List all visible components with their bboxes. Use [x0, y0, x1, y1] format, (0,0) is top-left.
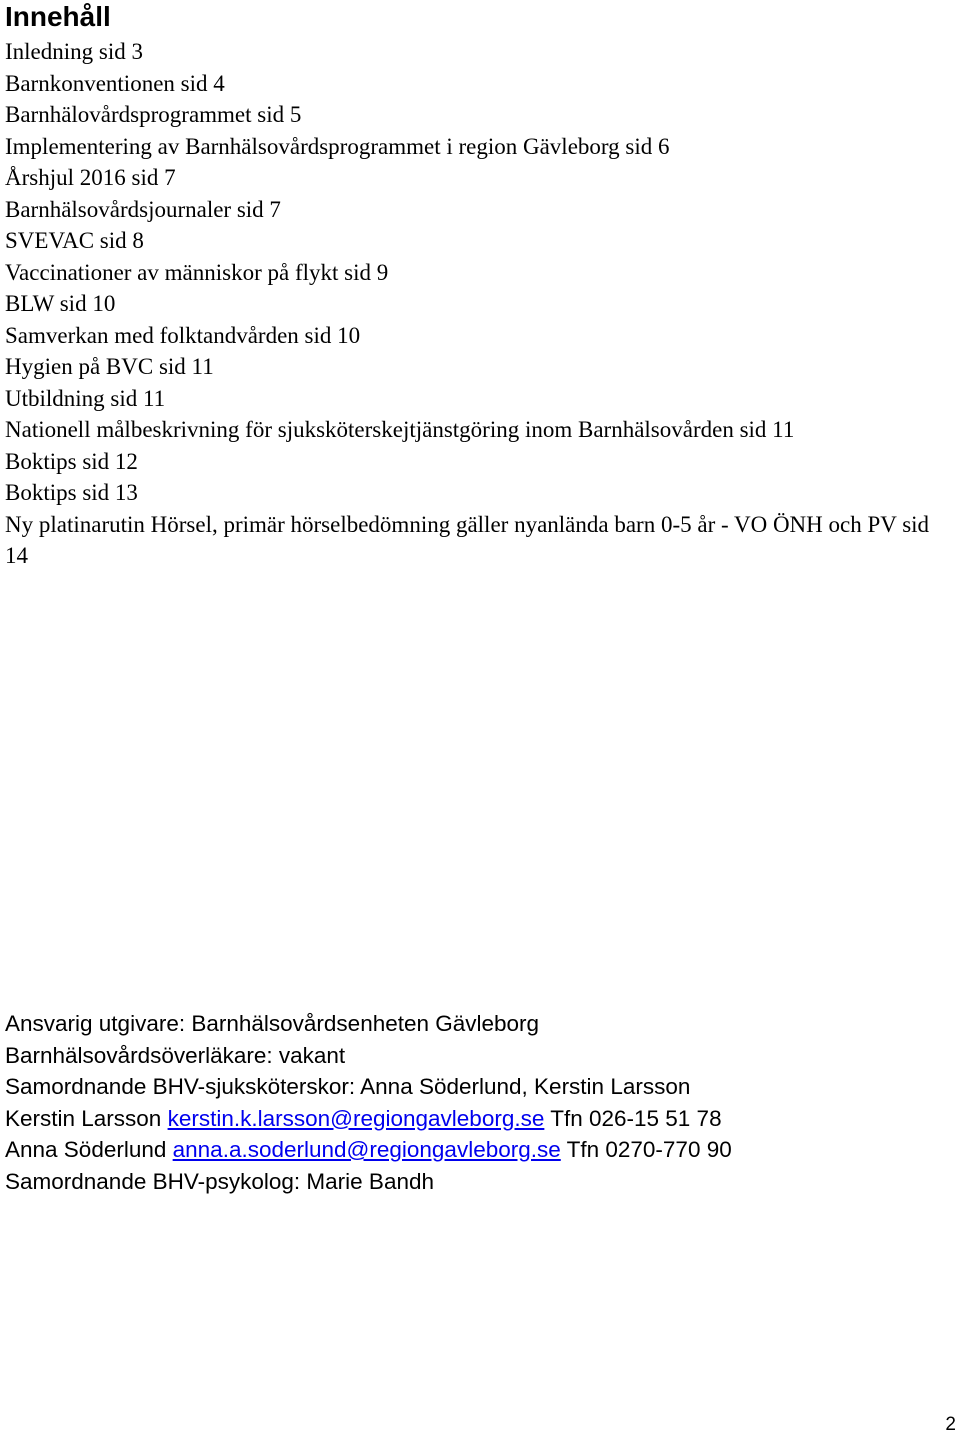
publication-info — [5, 1008, 955, 1197]
toc-item-nationell-malbeskrivning: Nationell målbeskrivning för sjuksköterskejtjänstgöring inom Barnhälsovården sid 11 — [5, 417, 795, 442]
toc-item-boktips-12: Boktips sid 12 — [5, 448, 138, 474]
toc-item-arshjul: Årshjul 2016 sid 7 — [5, 165, 176, 190]
toc-item-journaler: Barnhälsovårdsjournaler sid 7 — [5, 196, 281, 222]
coordinating-nurses-line: Samordnande BHV-sjuksköterskor: Anna Söderlund, Kerstin Larsson — [5, 1074, 691, 1099]
contact-anna-soderlund — [5, 1134, 955, 1166]
page-title: Innehåll — [5, 1, 111, 32]
toc-item-vaccinationer: Vaccinationer av människor på flykt sid 9 — [5, 259, 389, 285]
toc-item-hygien: Hygien på BVC sid 11 — [5, 354, 214, 379]
toc-item-barnkonventionen: Barnkonventionen sid 4 — [5, 70, 225, 96]
email-link-anna[interactable]: anna.a.soderlund@regiongavleborg.se — [172, 1137, 561, 1162]
table-of-contents — [5, 36, 955, 572]
chief-physician-line: Barnhälsovårdsöverläkare: vakant — [5, 1042, 346, 1068]
toc-item-svevac: SVEVAC sid 8 — [5, 228, 144, 253]
toc-item-barnhalsovardsprogrammet: Barnhälovårdsprogrammet sid 5 — [5, 102, 302, 127]
toc-item-blw: BLW sid 10 — [5, 291, 116, 316]
contact-name: Anna Söderlund — [5, 1137, 173, 1162]
toc-item-utbildning: Utbildning sid 11 — [5, 385, 166, 411]
contact-phone: Tfn 026-15 51 78 — [544, 1105, 722, 1131]
contact-phone: Tfn 0270-770 90 — [560, 1137, 732, 1162]
publisher-line: Ansvarig utgivare: Barnhälsovårdsenheten Gävleborg — [5, 1011, 540, 1036]
psychologist-line: Samordnande BHV-psykolog: Marie Bandh — [5, 1168, 434, 1194]
page-number: 2 — [945, 1414, 956, 1435]
contact-name: Kerstin Larsson — [5, 1105, 168, 1131]
contact-kerstin-larsson — [5, 1103, 955, 1135]
toc-item-inledning: Inledning sid 3 — [5, 39, 143, 64]
toc-item-samverkan: Samverkan med folktandvården sid 10 — [5, 322, 361, 348]
email-link-kerstin[interactable]: kerstin.k.larsson@regiongavleborg.se — [167, 1105, 545, 1131]
toc-item-boktips-13: Boktips sid 13 — [5, 480, 138, 505]
toc-item-implementering: Implementering av Barnhälsovårdsprogrammet i region Gävleborg sid 6 — [5, 133, 670, 159]
toc-item-platinarutin-horsel: Ny platinarutin Hörsel, primär hörselbedömning gäller nyanlända barn 0-5 år - VO ÖNH och PV sid 14 — [5, 511, 930, 568]
